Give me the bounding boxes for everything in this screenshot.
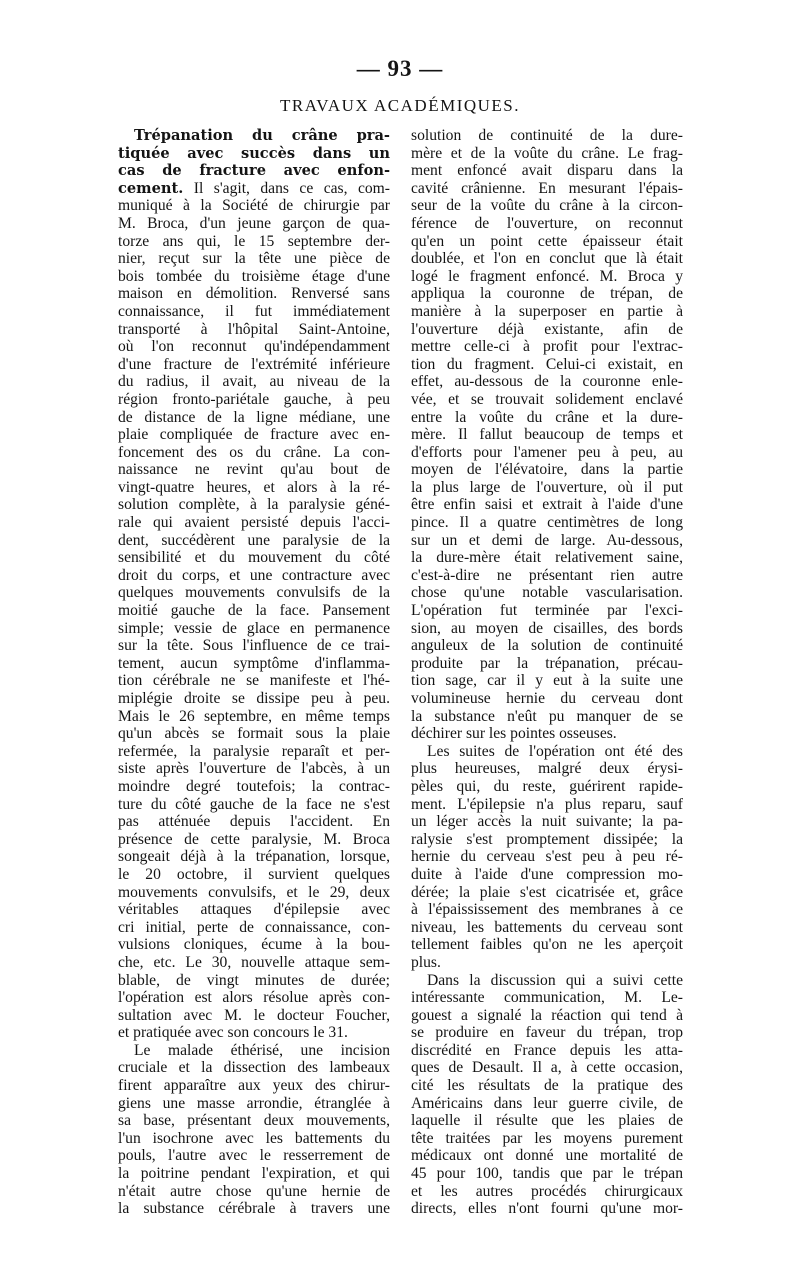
- running-title: TRAVAUX ACADÉMIQUES.: [279, 96, 520, 115]
- right-column-line: doublée, et l'on en conclut que là était: [411, 250, 683, 268]
- right-column-line: plus.: [411, 953, 441, 971]
- page-number: — 93 —: [356, 56, 444, 81]
- right-column-line: tête traitées par les moyens purement: [411, 1129, 683, 1147]
- right-column-line: tion sage, car il y eut à la suite une: [411, 672, 683, 690]
- right-column-line: appliqua la couronne de trépan, de: [411, 285, 683, 303]
- right-column-line: Américains dans leur guerre civile, de: [411, 1094, 683, 1112]
- right-column-line: anguleux de la solution de continuité: [411, 637, 683, 655]
- right-column-line: et les autres procédés chirurgicaux: [411, 1182, 683, 1200]
- right-column-line: ralysie s'est promptement dissipée; la: [411, 830, 683, 848]
- left-column-line: sur la tête. Sous l'influence de ce trai-: [118, 637, 390, 655]
- right-column-line: effet, au-dessous de la couronne enle-: [411, 373, 683, 391]
- left-column-line: M. Broca, d'un jeune garçon de qua-: [118, 214, 390, 232]
- right-column-line: se produire en faveur du trépan, trop: [411, 1024, 683, 1042]
- right-column-line: logé le fragment enfoncé. M. Broca y: [411, 267, 683, 285]
- right-column-line: entre la voûte du crâne et la dure-: [411, 408, 683, 426]
- right-column-line: laquelle il résulte que les plaies de: [411, 1112, 683, 1130]
- left-column-line: vingt-quatre heures, et alors à la ré-: [118, 478, 390, 496]
- right-column-line: médicaux ont donné une mortalité de: [411, 1147, 683, 1165]
- right-column-line: cavité crânienne. En mesurant l'épais-: [411, 179, 683, 197]
- right-column-line: sion, au moyen de cisailles, des bords: [411, 619, 683, 637]
- left-column-line: mouvements convulsifs, et le 29, deux: [118, 883, 390, 901]
- left-column: [118, 127, 390, 1218]
- left-column-line: muniqué à la Société de chirurgie par: [118, 197, 390, 215]
- left-column-line: connaissance, il fut immédiatement: [118, 302, 390, 320]
- left-column-line: sa base, présentant deux mouvements,: [118, 1112, 390, 1130]
- right-column-line: pince. Il a quatre centimètres de long: [411, 514, 683, 532]
- right-column-line: la dure-mère était relativement saine,: [411, 549, 683, 567]
- left-column-line: rale qui avaient persisté depuis l'acci-: [118, 514, 390, 532]
- left-column-line: refermée, la paralysie reparaît et per-: [118, 742, 390, 760]
- right-column-line: manière à la superposer en partie à: [411, 302, 683, 320]
- left-column-line: Mais le 26 septembre, en même temps: [118, 707, 390, 725]
- left-column-line: le 20 octobre, il survient quelques: [118, 865, 390, 883]
- right-column-line: ques de Desault. Il a, à cette occasion,: [411, 1059, 683, 1077]
- right-column-line: sur un et demi de large. Au-dessous,: [411, 531, 683, 549]
- left-column-line: torze ans qui, le 15 septembre der-: [118, 232, 390, 250]
- left-column-line: où l'on reconnut qu'indépendamment: [118, 338, 390, 356]
- right-column-line: hernie du cerveau s'est peu à peu ré-: [411, 848, 683, 866]
- left-column-line: maison en démolition. Renversé sans: [118, 285, 390, 303]
- left-column-line: quelques mouvements convulsifs de la: [118, 584, 390, 602]
- right-column-line: dérée; la plaie s'est cicatrisée et, grâce: [411, 883, 683, 901]
- left-column-line: cruciale et la dissection des lambeaux: [118, 1059, 390, 1077]
- right-column-line: la substance n'eût pu manquer de se: [411, 707, 683, 725]
- right-column-line: duite à l'aide d'une compression mo-: [411, 865, 683, 883]
- left-column-line: ture du côté gauche de la face ne s'est: [118, 795, 390, 813]
- left-column-line: siste après l'ouverture de l'abcès, à un: [118, 760, 390, 778]
- left-column-line: tion cérébrale ne se manifeste et l'hé-: [118, 672, 390, 690]
- right-column-line: produite par la trépanation, précau-: [411, 654, 683, 672]
- left-column-line: simple; vessie de glace en permanence: [118, 619, 390, 637]
- right-column-line: c'est-à-dire ne présentant rien autre: [411, 566, 683, 584]
- left-column-line: la substance cérébrale à travers une: [118, 1200, 390, 1218]
- right-column-line: la plus large de l'ouverture, où il put: [411, 478, 683, 496]
- left-column-line: transporté à l'hôpital Saint-Antoine,: [118, 320, 390, 338]
- right-column-line: être enfin saisi et extrait à l'aide d'une: [411, 496, 683, 514]
- right-column-line: pèles qui, du reste, guérirent rapide-: [411, 777, 683, 795]
- left-column-line: solution complète, à la paralysie géné-: [118, 496, 390, 514]
- left-column-line: naissance ne revint qu'au bout de: [118, 461, 390, 479]
- left-column-line: tiquée avec succès dans un: [118, 144, 390, 162]
- right-column-line: directs, elles n'ont fourni qu'une mor-: [411, 1200, 683, 1218]
- right-column-line: discrédité en France depuis les atta-: [411, 1041, 683, 1059]
- right-column-line: chose qu'une notable vascularisation.: [411, 584, 683, 602]
- left-column-line: pas atténuée depuis l'accident. En: [118, 813, 390, 831]
- right-column-line: mère. Il fallut beaucoup de temps et: [411, 426, 683, 444]
- left-column-line: plaie compliquée de fracture avec en-: [118, 426, 390, 444]
- left-column-line: bois tombée du troisième étage d'une: [118, 267, 390, 285]
- right-column-line: intéressante communication, M. Le-: [411, 989, 683, 1007]
- left-column-line: che, etc. Le 30, nouvelle attaque sem-: [118, 953, 390, 971]
- right-column-line: Les suites de l'opération ont été des: [427, 742, 683, 760]
- right-column-line: mettre celle-ci à profit pour l'extrac-: [411, 338, 683, 356]
- left-column-line: l'un isochrone avec les battements du: [118, 1129, 390, 1147]
- left-column-line: la poitrine pendant l'expiration, et qui: [118, 1165, 390, 1183]
- left-column-line: droit du corps, et une contracture avec: [118, 566, 390, 584]
- right-column-line: un léger accès la nuit suivante; la pa-: [411, 813, 683, 831]
- left-column-line: [118, 180, 390, 198]
- left-column-line: l'opération est alors résolue après con-: [118, 989, 390, 1007]
- left-column-line: Trépanation du crâne pra-: [134, 127, 390, 144]
- right-column-line: plus heureuses, malgré deux érysi-: [411, 760, 683, 778]
- left-column-line: et pratiquée avec son concours le 31.: [118, 1024, 348, 1042]
- right-column-line: d'efforts pour l'amener peu à peu, au: [411, 443, 683, 461]
- left-column-line: région fronto-pariétale gauche, à peu: [118, 390, 390, 408]
- right-column-line: Dans la discussion qui a suivi cette: [427, 971, 683, 989]
- right-column-line: qu'en un point cette épaisseur était: [411, 232, 683, 250]
- left-column-line: foncement des os du crâne. La con-: [118, 443, 390, 461]
- right-column-line: tion du fragment. Celui-ci existait, en: [411, 355, 683, 373]
- left-column-line: cri initial, perte de connaissance, con-: [118, 918, 390, 936]
- right-column-line: solution de continuité de la dure-: [411, 127, 683, 144]
- right-column-line: l'ouverture déjà existante, afin de: [411, 320, 683, 338]
- line-text: Il s'agit, dans ce cas, com-: [183, 179, 390, 197]
- left-column-line: de distance de la ligne médiane, une: [118, 408, 390, 426]
- left-column-line: moitié gauche de la face. Pansement: [118, 602, 390, 620]
- left-column-line: giens une masse arrondie, étranglée à: [118, 1094, 390, 1112]
- left-column-line: songeait déjà à la trépanation, lorsque,: [118, 848, 390, 866]
- left-column-line: nier, reçut sur la tête une pièce de: [118, 250, 390, 268]
- right-column-line: cité les résultats de la pratique des: [411, 1077, 683, 1095]
- left-column-line: véritables attaques d'épilepsie avec: [118, 901, 390, 919]
- right-column-line: férence de l'ouverture, on reconnut: [411, 214, 683, 232]
- right-column-line: déchirer sur les pointes osseuses.: [411, 725, 617, 743]
- right-column-line: L'opération fut terminée par l'exci-: [411, 602, 683, 620]
- left-column-line: présence de cette paralysie, M. Broca: [118, 830, 390, 848]
- right-column-line: mère et de la voûte du crâne. Le frag-: [411, 144, 683, 162]
- right-column-line: moyen de l'élévatoire, dans la partie: [411, 461, 683, 479]
- right-column-line: gouest a signalé la réaction qui tend à: [411, 1006, 683, 1024]
- left-column-line: firent apparaître aux yeux des chirur-: [118, 1077, 390, 1095]
- left-column-line: cas de fracture avec enfon-: [118, 162, 390, 180]
- right-column-line: ment. L'épilepsie n'a plus reparu, sauf: [411, 795, 683, 813]
- left-column-line: qu'un abcès se formait sous la plaie: [118, 725, 390, 743]
- left-column-line: tement, aucun symptôme d'inflamma-: [118, 654, 390, 672]
- article-title-end: cement.: [118, 179, 184, 197]
- right-column-line: vée, et se trouvait solidement enclavé: [411, 390, 683, 408]
- right-column-line: 45 pour 100, tandis que par le trépan: [411, 1165, 683, 1183]
- left-column-line: miplégie droite se dissipe peu à peu.: [118, 690, 390, 707]
- right-column-line: volumineuse hernie du cerveau dont: [411, 690, 683, 707]
- right-column-line: ment enfoncé avait disparu dans la: [411, 162, 683, 180]
- left-column-line: vulsions cloniques, écume à la bou-: [118, 936, 390, 954]
- left-column-line: n'était autre chose qu'une hernie de: [118, 1182, 390, 1200]
- left-column-line: sultation avec M. le docteur Foucher,: [118, 1006, 390, 1024]
- right-column-line: à l'épaississement des membranes à ce: [411, 901, 683, 919]
- left-column-line: du radius, il avait, au niveau de la: [118, 373, 390, 391]
- right-column-line: niveau, les battements du cerveau sont: [411, 918, 683, 936]
- right-column-line: tellement faibles qu'on ne les aperçoit: [411, 936, 683, 954]
- left-column-line: d'une fracture de l'extrémité inférieure: [118, 355, 390, 373]
- left-column-line: moindre degré toutefois; la contrac-: [118, 777, 390, 795]
- left-column-line: dent, succédèrent une paralysie de la: [118, 531, 390, 549]
- left-column-line: sensibilité et du mouvement du côté: [118, 549, 390, 567]
- left-column-line: Le malade éthérisé, une incision: [134, 1041, 390, 1059]
- left-column-line: blable, de vingt minutes de durée;: [118, 971, 390, 989]
- left-column-line: pouls, l'autre avec le resserrement de: [118, 1147, 390, 1165]
- right-column: [411, 127, 683, 1218]
- right-column-line: seur de la voûte du crâne à la circon-: [411, 197, 683, 215]
